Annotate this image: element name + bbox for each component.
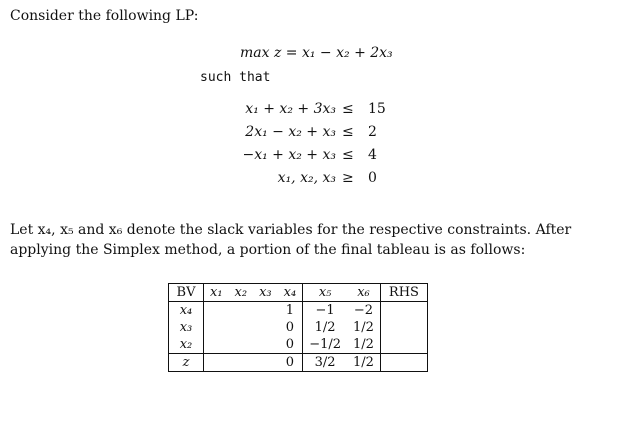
cell: −1/2 [309,337,342,352]
table-row [169,319,428,336]
table-row [169,302,428,320]
tableau-header-row [169,284,428,302]
cell: 3/2 [303,354,347,372]
header-x1: x₁ [204,284,229,302]
cell: 0 [278,319,303,336]
intro-text: Consider the following LP: [10,8,199,24]
objective-function: max z = x₁ − x₂ + 2x₃ [240,45,393,61]
cell [204,336,229,354]
cell [229,336,254,354]
cell [204,319,229,336]
cell [380,319,427,336]
cell [204,354,229,372]
table-row [169,354,428,372]
header-x3: x₃ [253,284,278,302]
cell: 1 [278,302,303,320]
constraint-rhs: 0 [368,170,377,186]
cell [253,302,278,320]
row-bv: z [169,354,204,372]
constraint-lhs: −x₁ + x₂ + x₃ [242,147,336,163]
constraint-row [200,147,390,167]
constraint-lhs: x₁ + x₂ + 3x₃ [245,101,336,117]
cell [380,354,427,372]
cell: 1/2 [353,320,374,335]
header-x2: x₂ [229,284,254,302]
cell: −1 [315,303,335,318]
cell [380,302,427,320]
cell: −2 [353,303,374,318]
constraint-row [200,101,390,121]
cell [253,319,278,336]
cell: 1/2 [347,354,380,372]
constraint-rhs: 2 [368,124,377,140]
such-that-label: such that [200,70,271,85]
cell [253,336,278,354]
slack-variables-paragraph: Let x₄, x₅ and x₆ denote the slack variables for the respective constraints. After applying the Simplex method, a portion of the final tableau is as follows: [10,222,572,258]
constraint-relation: ≥ [342,170,354,186]
row-bv: x₂ [169,336,204,354]
header-rhs: RHS [380,284,427,302]
cell: 1/2 [314,320,336,335]
final-tableau [168,283,428,372]
constraint-relation: ≤ [342,101,354,117]
constraint-relation: ≤ [342,124,354,140]
table-row [169,336,428,354]
constraint-lhs: 2x₁ − x₂ + x₃ [245,124,336,140]
cell: 1/2 [353,337,374,352]
cell: 0 [278,336,303,354]
cell: 0 [278,354,303,372]
cell [253,354,278,372]
cell [229,354,254,372]
constraint-rhs: 4 [368,147,377,163]
cell [380,336,427,354]
constraint-lhs: x₁, x₂, x₃ [277,170,336,186]
constraint-relation: ≤ [342,147,354,163]
header-x6: x₆ [347,284,380,302]
cell [229,319,254,336]
header-x4: x₄ [278,284,303,302]
cell [229,302,254,320]
constraint-rhs: 15 [368,101,386,117]
header-bv: BV [169,284,204,302]
row-bv: x₃ [169,319,204,336]
row-bv: x₄ [169,302,204,320]
cell [204,302,229,320]
header-x5: x₅ [303,284,347,302]
constraint-row [200,124,390,144]
constraint-row [200,170,390,190]
